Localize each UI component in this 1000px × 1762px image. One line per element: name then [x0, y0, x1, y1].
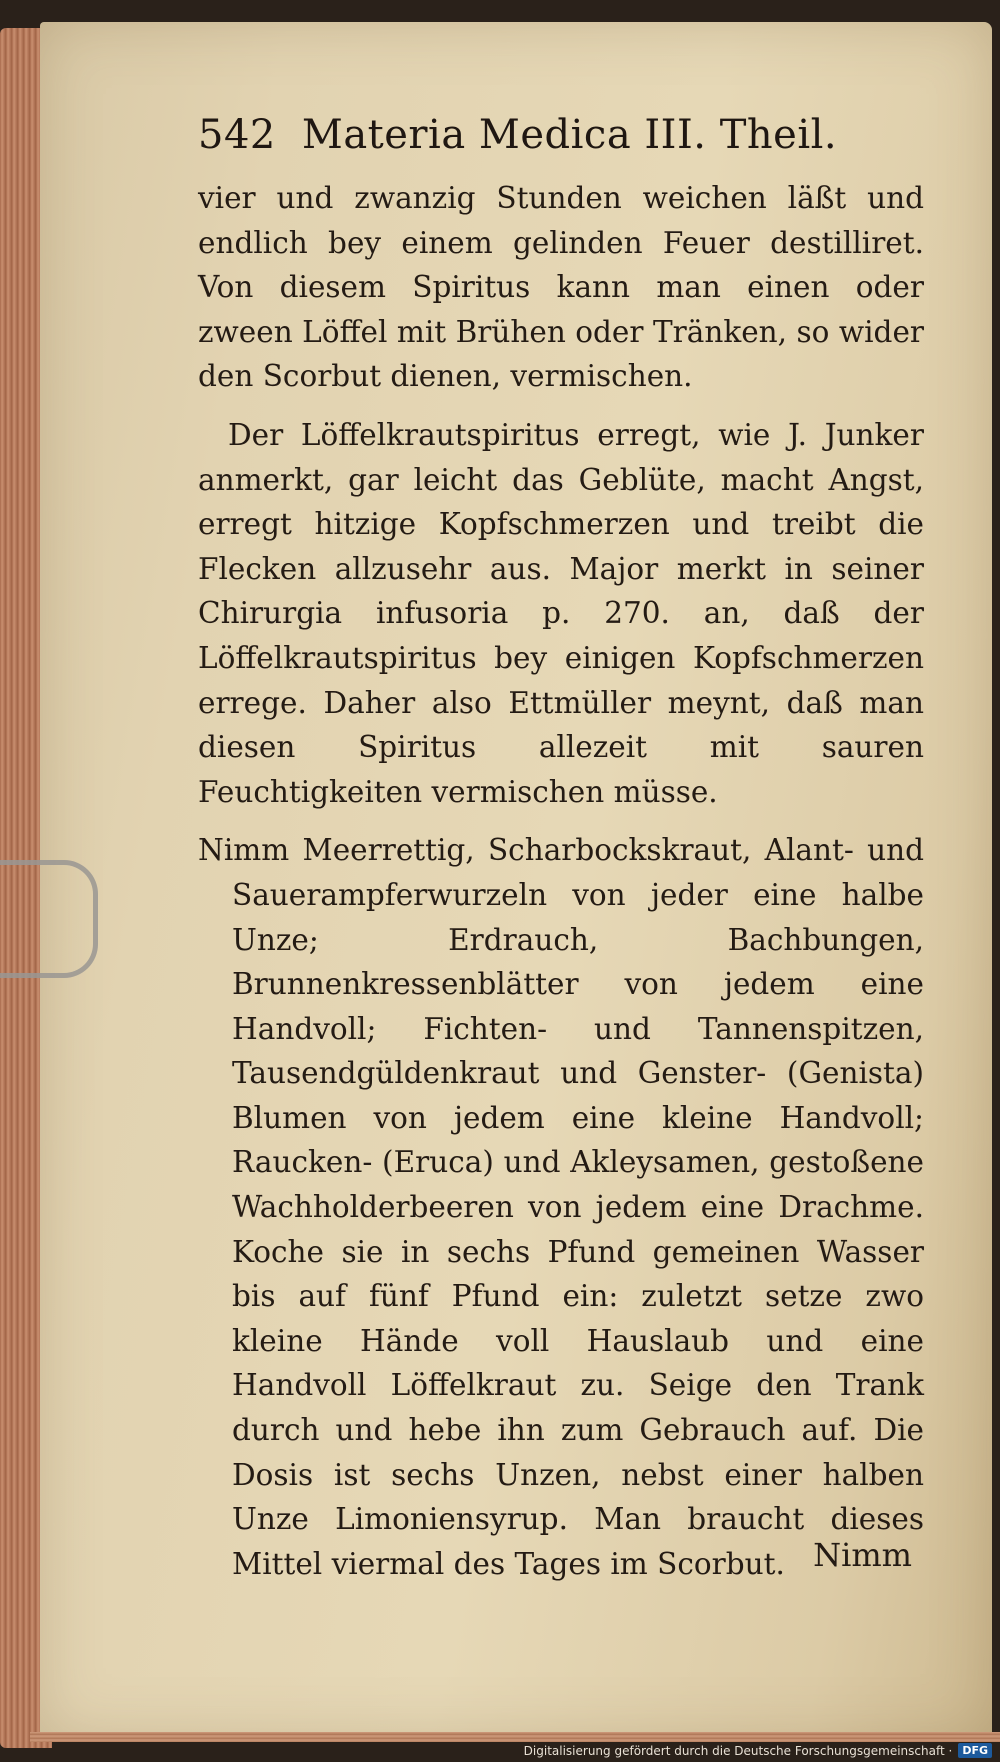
running-header [198, 112, 837, 158]
page-number: 542 [198, 112, 276, 158]
page-clip [0, 860, 98, 978]
dfg-logo: DFG [958, 1743, 992, 1758]
catchword: Nimm [813, 1536, 912, 1574]
page-bottom-edge [30, 1732, 1000, 1742]
paragraph-recipe: Nimm Meerrettig, Scharbockskraut, Alant- und Sauerampferwurzeln von jeder eine halbe Unze; Erdrauch, Bachbungen, Brunnenkressenblätter von jedem eine Handvoll; Fichten- und Tannenspitzen, Tausendgüldenkraut und Genster- (Genista) Blumen von jedem eine kleine Handvoll; Raucken- (Eruca) und Akleysamen, gestoßene Wachholderbeeren von jedem eine Drachme. Koche sie in sechs Pfund gemeinen Wasser bis auf fünf Pfund ein: zuletzt setze zwo kleine Hände voll Hauslaub und eine Handvoll Löffelkraut zu. Seige den Trank durch und hebe ihn zum Gebrauch auf. Die Dosis ist sechs Unzen, nebst einer halben Unze Limoniensyrup. Man braucht dieses Mittel viermal des Tages im Scorbut. [198, 833, 924, 1581]
body-text [198, 176, 924, 1600]
footer-credit: Digitalisierung gefördert durch die Deutsche Forschungsgemeinschaft · [523, 1743, 953, 1758]
digitization-footer [524, 1743, 992, 1758]
running-title: Materia Medica III. Theil. [301, 112, 838, 158]
paragraph-continuation: vier und zwanzig Stunden weichen läßt und endlich bey einem gelinden Feuer destilliret. Von diesem Spiritus kann man einen oder zween Löffel mit Brühen oder Tränken, so wider den Scorbut dienen, vermischen. [198, 181, 924, 394]
paragraph-junker: Der Löffelkrautspiritus erregt, wie J. Junker anmerkt, gar leicht das Geblüte, macht Angst, erregt hitzige Kopfschmerzen und treibt die Flecken allzusehr aus. Major merkt in seiner Chirurgia infusoria p. 270. an, daß der Löffelkrautspiritus bey einigen Kopfschmerzen errege. Daher also Ettmüller meynt, daß man diesen Spiritus allezeit mit sauren Feuchtigkeiten vermischen müsse. [198, 417, 924, 809]
